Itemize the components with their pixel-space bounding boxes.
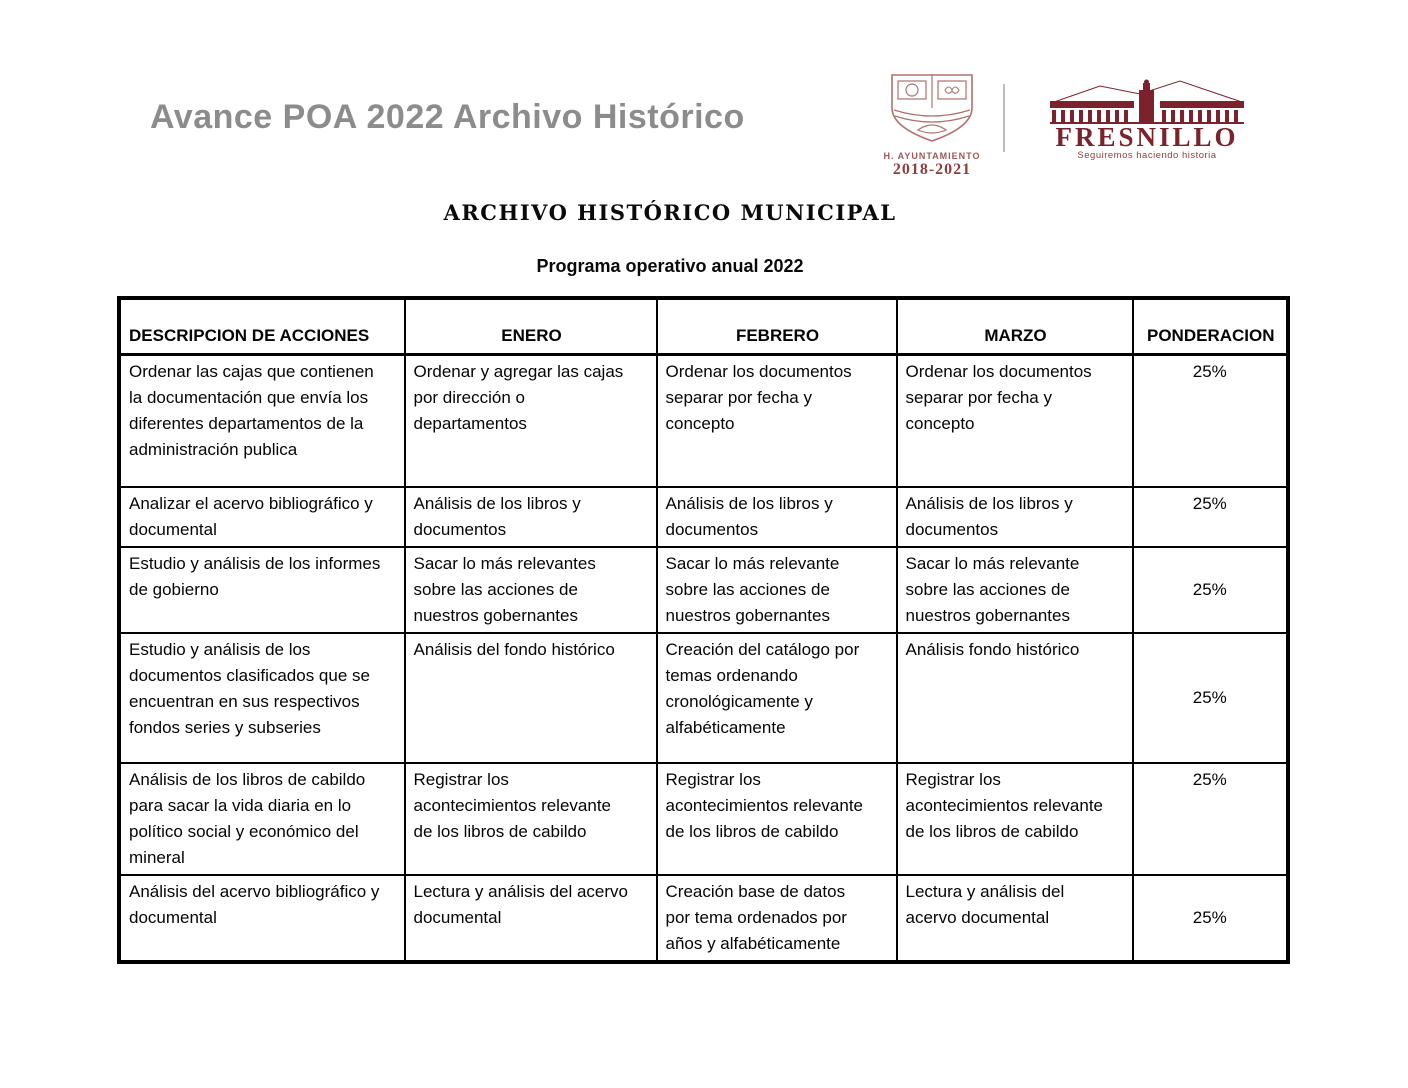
cell-enero: Análisis de los libros y documentos (405, 487, 657, 547)
cell-febrero: Registrar los acontecimientos relevante de los libros de cabildo (657, 763, 897, 875)
cell-descripcion: Analizar el acervo bibliográfico y documental (120, 487, 405, 547)
cell-marzo: Lectura y análisis del acervo documental (897, 875, 1133, 962)
cell-ponderacion: 25% (1133, 355, 1288, 487)
document-heading: ARCHIVO HISTÓRICO MUNICIPAL (443, 200, 897, 225)
table-row (120, 633, 1288, 763)
cell-descripcion: Estudio y análisis de los informes de gobierno (120, 547, 405, 633)
column-header-enero: ENERO (405, 299, 657, 355)
table-row (120, 875, 1288, 962)
page-title: Avance POA 2022 Archivo Histórico (150, 98, 745, 136)
cell-ponderacion: 25% (1133, 487, 1288, 547)
cell-enero: Sacar lo más relevantes sobre las acciones de nuestros gobernantes (405, 547, 657, 633)
column-header-marzo: MARZO (897, 299, 1133, 355)
cell-enero: Registrar los acontecimientos relevante de los libros de cabildo (405, 763, 657, 875)
fresnillo-logo (1028, 78, 1268, 169)
cell-febrero: Creación base de datos por tema ordenados por años y alfabéticamente (657, 875, 897, 962)
cell-descripcion: Ordenar las cajas que contienen la documentación que envía los diferentes departamentos de la administración publica (120, 355, 405, 487)
cell-descripcion: Análisis del acervo bibliográfico y documental (120, 875, 405, 962)
cell-febrero: Análisis de los libros y documentos (657, 487, 897, 547)
fresnillo-logo-icon (1028, 78, 1268, 164)
table-row (120, 355, 1288, 487)
column-header-febrero: FEBRERO (657, 299, 897, 355)
table-row (120, 763, 1288, 875)
cell-ponderacion: 25% (1133, 547, 1288, 633)
cell-descripcion: Análisis de los libros de cabildo para sacar la vida diaria en lo político social y económico del mineral (120, 763, 405, 875)
ayuntamiento-caption: H. AYUNTAMIENTO (883, 151, 981, 161)
ayuntamiento-shield-icon (882, 68, 982, 144)
cell-marzo: Análisis fondo histórico (897, 633, 1133, 763)
cell-febrero: Sacar lo más relevante sobre las acciones de nuestros gobernantes (657, 547, 897, 633)
cell-ponderacion: 25% (1133, 763, 1288, 875)
document-subheading: Programa operativo anual 2022 (536, 256, 804, 276)
cell-marzo: Ordenar los documentos separar por fecha y concepto (897, 355, 1133, 487)
cell-enero: Análisis del fondo histórico (405, 633, 657, 763)
column-header-descripcion: DESCRIPCION DE ACCIONES (120, 299, 405, 355)
fresnillo-wordmark: FRESNILLO (1055, 122, 1239, 152)
cell-enero: Lectura y análisis del acervo documental (405, 875, 657, 962)
cell-febrero: Creación del catálogo por temas ordenando cronológicamente y alfabéticamente (657, 633, 897, 763)
column-header-ponderacion: PONDERACION (1133, 299, 1288, 355)
cell-febrero: Ordenar los documentos separar por fecha y concepto (657, 355, 897, 487)
cell-marzo: Registrar los acontecimientos relevante de los libros de cabildo (897, 763, 1133, 875)
ayuntamiento-years: 2018-2021 (892, 161, 972, 178)
logo-divider (1003, 84, 1005, 152)
poa-table (118, 297, 1289, 963)
table-row (120, 487, 1288, 547)
cell-ponderacion: 25% (1133, 633, 1288, 763)
cell-descripcion: Estudio y análisis de los documentos clasificados que se encuentran en sus respectivos fondos series y subseries (120, 633, 405, 763)
cell-marzo: Sacar lo más relevante sobre las acciones de nuestros gobernantes (897, 547, 1133, 633)
cell-enero: Ordenar y agregar las cajas por dirección o departamentos (405, 355, 657, 487)
cell-ponderacion: 25% (1133, 875, 1288, 962)
table-header-row (120, 299, 1288, 355)
ayuntamiento-logo (864, 68, 1000, 179)
table-row (120, 547, 1288, 633)
fresnillo-tagline: Seguiremos haciendo historia (1077, 150, 1217, 161)
cell-marzo: Análisis de los libros y documentos (897, 487, 1133, 547)
